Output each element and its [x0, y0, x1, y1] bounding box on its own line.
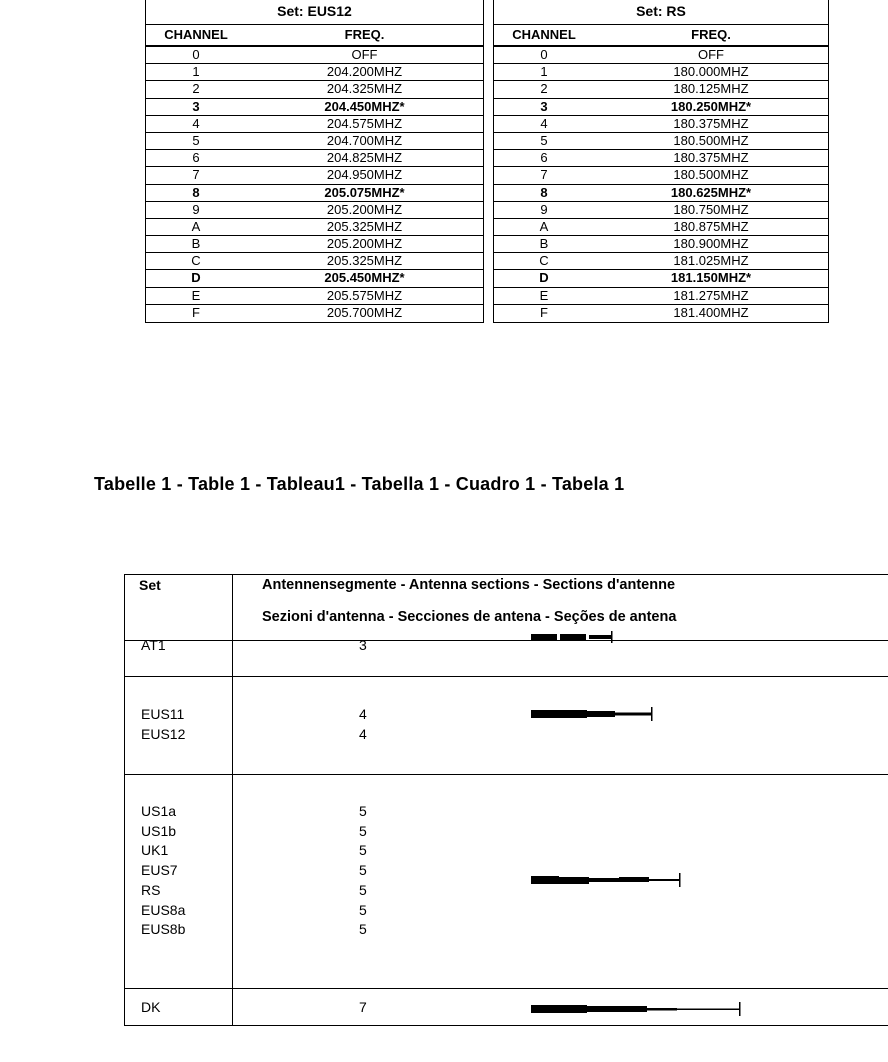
- channel-cell: A: [539, 218, 549, 234]
- frequency-cell: 204.950MHZ: [326, 167, 403, 183]
- table-row: [146, 185, 483, 202]
- frequency-cell: 204.575MHZ: [326, 115, 403, 131]
- channel-cell: E: [191, 287, 201, 303]
- frequency-cell: 205.075MHZ*: [324, 184, 405, 200]
- table-row: [146, 99, 483, 116]
- set-name: EUS8a: [141, 901, 186, 918]
- group-3-row: [125, 989, 888, 1027]
- channel-cell: 1: [192, 64, 200, 80]
- table-body: [494, 47, 828, 322]
- set-name: EUS12: [141, 725, 186, 742]
- header-set: Set: [139, 577, 161, 593]
- frequency-cell: 204.200MHZ: [326, 64, 403, 80]
- group-3-sections: [359, 998, 367, 1018]
- frequency-cell: 205.450MHZ*: [324, 270, 405, 286]
- channel-cell: 4: [192, 115, 200, 131]
- channel-cell: D: [539, 270, 549, 286]
- set-name: US1a: [141, 803, 177, 819]
- frequency-cell: 181.025MHZ: [673, 253, 749, 269]
- set-name: EUS8b: [141, 921, 186, 938]
- channel-cell: 1: [540, 64, 548, 80]
- header-sections-line1: Antennensegmente - Antenna sections - Sections d'antenne: [262, 577, 676, 593]
- table-caption: Tabelle 1 - Table 1 - Tableau1 - Tabella 1 - Cuadro 1 - Tabela 1: [94, 474, 625, 494]
- frequency-cell: 180.875MHZ: [673, 218, 749, 234]
- set-name: UK1: [141, 842, 169, 859]
- antenna-bar-4: [531, 707, 661, 721]
- table-row: [146, 47, 483, 64]
- channel-cell: 6: [540, 150, 548, 166]
- frequency-cell: 180.500MHZ: [673, 167, 749, 183]
- frequency-cell: 205.700MHZ: [326, 304, 403, 320]
- group-2-sections: [359, 802, 367, 940]
- antenna-sections-table: [124, 574, 888, 1026]
- channel-cell: 5: [192, 132, 200, 148]
- frequency-cell: 204.325MHZ: [326, 81, 403, 97]
- frequency-cell: 181.150MHZ*: [670, 270, 752, 286]
- table-row: [146, 219, 483, 236]
- channel-cell: 7: [540, 167, 548, 183]
- channel-cell: D: [191, 270, 201, 286]
- column-header-frequency: FREQ.: [691, 27, 731, 42]
- set-name: EUS7: [141, 862, 178, 879]
- column-header-channel: CHANNEL: [164, 27, 228, 42]
- channel-cell: F: [540, 304, 548, 320]
- section-count: 3: [359, 637, 367, 653]
- table-title: Set: RS: [494, 0, 828, 25]
- frequency-cell: 180.375MHZ: [673, 150, 749, 166]
- table-row: [146, 288, 483, 305]
- table-title: Set: EUS12: [146, 0, 483, 25]
- channel-cell: 2: [540, 81, 548, 97]
- table-row: [146, 305, 483, 322]
- table-row: [494, 219, 828, 236]
- table-row: [494, 47, 828, 64]
- channel-cell: B: [539, 236, 549, 252]
- set-name: EUS11: [141, 706, 185, 722]
- section-count: 4: [359, 706, 367, 722]
- table-row: [146, 133, 483, 150]
- table-row: [494, 202, 828, 219]
- channel-cell: 2: [192, 81, 200, 97]
- set-name: US1b: [141, 822, 177, 839]
- channel-cell: 8: [540, 184, 548, 200]
- channel-cell: B: [191, 236, 201, 252]
- table-row: [494, 305, 828, 322]
- channel-cell: 9: [192, 201, 200, 217]
- section-count: 5: [359, 921, 367, 938]
- channel-cell: 6: [192, 150, 200, 166]
- channel-cell: 9: [540, 201, 548, 217]
- group-0-row: [125, 575, 888, 677]
- channel-cell: C: [191, 253, 201, 269]
- section-count: 5: [359, 901, 367, 918]
- antenna-bar-7: [531, 1002, 751, 1016]
- frequency-cell: 180.125MHZ: [673, 81, 749, 97]
- table-row: [146, 116, 483, 133]
- channel-cell: C: [539, 253, 549, 269]
- group-0-sections: [359, 636, 367, 656]
- group-0-sets: [141, 636, 166, 656]
- section-count: 7: [359, 999, 367, 1015]
- table-row: [146, 150, 483, 167]
- frequency-cell: 204.450MHZ*: [324, 98, 405, 114]
- frequency-cell: 205.325MHZ: [326, 253, 403, 269]
- table-row: [494, 270, 828, 287]
- table-header: [146, 25, 483, 47]
- frequency-cell: 180.900MHZ: [673, 236, 749, 252]
- table-body: [146, 47, 483, 322]
- section-count: 5: [359, 862, 367, 879]
- frequency-cell: 180.750MHZ: [673, 201, 749, 217]
- frequency-table-rs: [493, 0, 829, 323]
- table-row: [146, 64, 483, 81]
- header-sections-line2: Sezioni d'antenna - Secciones de antena - Seções de antena: [262, 609, 677, 625]
- group-1-sets: [141, 705, 185, 744]
- section-count: 5: [359, 842, 367, 859]
- channel-cell: 3: [540, 98, 548, 114]
- table-row: [494, 81, 828, 98]
- table-row: [494, 150, 828, 167]
- channel-cell: A: [191, 218, 201, 234]
- table-row: [494, 185, 828, 202]
- group-2-sets: [141, 802, 185, 940]
- table-row: [494, 64, 828, 81]
- section-count: 4: [359, 725, 367, 742]
- table-row: [494, 116, 828, 133]
- channel-cell: E: [539, 287, 549, 303]
- channel-cell: 5: [540, 132, 548, 148]
- column-header-channel: CHANNEL: [512, 27, 576, 42]
- section-count: 5: [359, 822, 367, 839]
- table-row: [146, 167, 483, 184]
- frequency-cell: 180.375MHZ: [673, 115, 749, 131]
- channel-cell: 3: [192, 98, 200, 114]
- frequency-cell: 204.825MHZ: [326, 150, 403, 166]
- frequency-cell: 205.575MHZ: [326, 287, 403, 303]
- table-row: [494, 253, 828, 270]
- channel-cell: 0: [540, 47, 548, 62]
- channel-cell: 4: [540, 115, 548, 131]
- group-1-row: [125, 677, 888, 775]
- frequency-table-eus12: [145, 0, 484, 323]
- table-row: [146, 81, 483, 98]
- frequency-cell: 205.200MHZ: [326, 236, 403, 252]
- table-row: [494, 133, 828, 150]
- frequency-cell: 205.325MHZ: [326, 218, 403, 234]
- channel-cell: F: [192, 304, 200, 320]
- table-row: [494, 167, 828, 184]
- set-name: DK: [141, 999, 161, 1015]
- channel-cell: 7: [192, 167, 200, 183]
- frequency-cell: OFF: [698, 47, 724, 62]
- table-row: [146, 236, 483, 253]
- column-header-frequency: FREQ.: [344, 27, 385, 42]
- table-row: [494, 288, 828, 305]
- table-row: [494, 236, 828, 253]
- section-count: 5: [359, 881, 367, 898]
- set-name: RS: [141, 881, 161, 898]
- table-row: [494, 99, 828, 116]
- section-count: 5: [359, 803, 367, 819]
- antenna-bar-5: [531, 873, 691, 887]
- frequency-cell: OFF: [351, 47, 378, 62]
- group-3-sets: [141, 998, 160, 1018]
- table-row: [146, 202, 483, 219]
- frequency-cell: 180.500MHZ: [673, 132, 749, 148]
- frequency-cell: 181.400MHZ: [673, 304, 749, 320]
- frequency-cell: 180.625MHZ*: [670, 184, 752, 200]
- group-2-row: [125, 775, 888, 989]
- frequency-cell: 181.275MHZ: [673, 287, 749, 303]
- table-row: [146, 270, 483, 287]
- table-header: [494, 25, 828, 47]
- set-name: AT1: [141, 637, 166, 653]
- frequency-cell: 180.000MHZ: [673, 64, 749, 80]
- frequency-cell: 204.700MHZ: [326, 132, 403, 148]
- frequency-cell: 205.200MHZ: [326, 201, 403, 217]
- antenna-bar-3: [531, 630, 621, 644]
- group-1-sections: [359, 705, 367, 744]
- table-row: [146, 253, 483, 270]
- channel-cell: 8: [192, 184, 200, 200]
- channel-cell: 0: [192, 47, 200, 62]
- frequency-cell: 180.250MHZ*: [670, 98, 752, 114]
